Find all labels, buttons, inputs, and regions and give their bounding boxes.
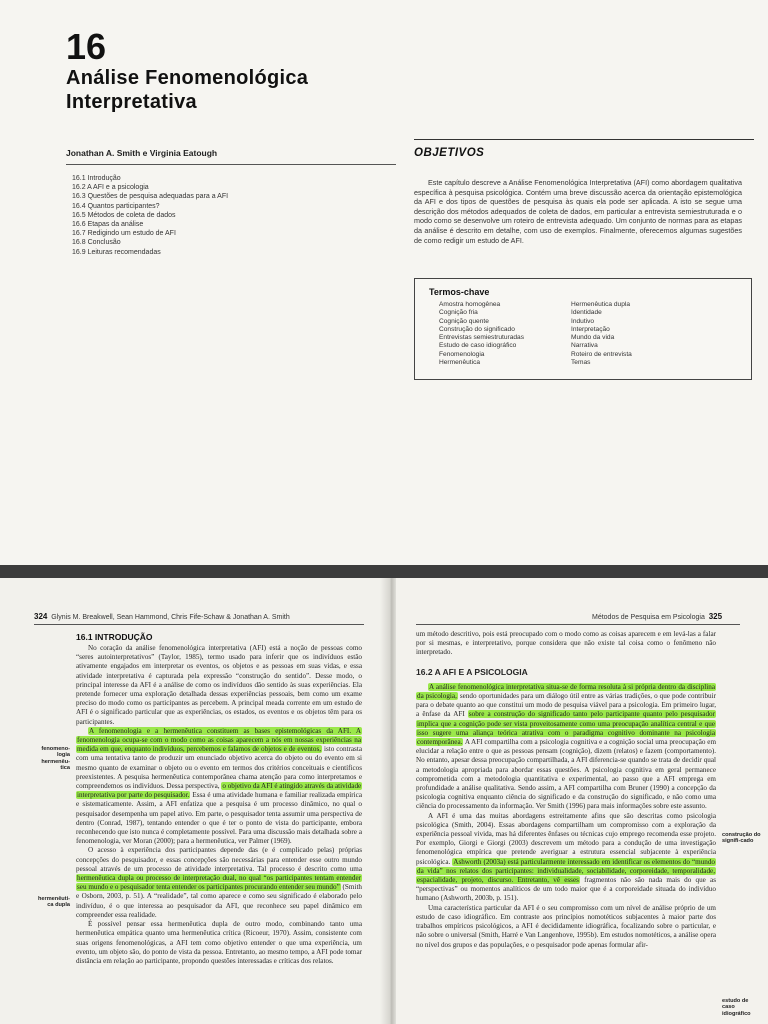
key-term: Estudo de caso idiográfico — [439, 342, 517, 350]
chapter-title-line-1: Análise Fenomenológica — [66, 67, 309, 89]
key-terms-box — [414, 278, 752, 380]
paragraph: É possível pensar essa hermenêutica dupla de outro modo, combinando tanto uma hermenêutica empática quanto uma hermenêutica crítica (Ricoeur, 1970). Assim, consistente com suas origens fenomenológicas, a AFI tem como objetivo entender o que uma experiência, um evento, um objeto são, do ponto de vista da pessoa. Entretanto, ao mesmo tempo, a AFI pode tomar distância em relação ao participante, propondo questões interessadas e críticas dos relatos. — [76, 920, 362, 965]
highlighted-text: A fenomenologia e a hermenêutica constituem as bases epistemológicas da AFI. A fenomenologia ocupa-se com o modo como as coisas aparecem a nós em nossas experiências na medida em que, enquanto indivíduos, percebemos e falamos de objetos e de eventos, — [77, 726, 361, 754]
toc-item: 16.2 A AFI e a psicologia — [72, 184, 149, 192]
objectives-rule — [414, 139, 754, 140]
book-spread — [0, 578, 768, 1024]
toc-item: 16.7 Redigindo um estudo de AFI — [72, 230, 176, 238]
key-term: Hermenêutica dupla — [571, 301, 631, 308]
paragraph: No coração da análise fenomenológica interpretativa (AFI) está a noção de pessoas como “seres autointerpretativos” (Taylor, 1985), termo usado para inferir que os indivíduos estão ativamente engajados em interpretar os eventos, os objetos e as pessoas em suas vidas, e essa atividade interpretativa é capturada pela expressão “construção do sentido”. Desse modo, o principal interesse da AFI é a análise de como os indivíduos dão sentido às suas experiências. Ela pretende fornecer uma exploração detalhada dessas experiências pessoais, bem como um exame preciso do modo como os participantes as percebem. A principal meada corrente em um estudo de AFI é o significado particular que as experiências, os estados, os eventos e os objetos têm para os participantes. — [76, 644, 362, 726]
highlighted-text: Ashworth (2003a) está particularmente interessado em identificar os elementos do “mundo da vida” nos relatos dos participantes: individualidade, sociabilidade, corporeidade, temporalidade, espacialidade, projeto, discurso. Entretanto, vê esses — [417, 857, 715, 885]
paragraph — [416, 812, 716, 904]
margin-term-double-hermeneutics: hermenêuti-ca dupla — [37, 896, 70, 909]
chapter-number: 16 — [66, 26, 107, 67]
key-term: Interpretação — [571, 325, 610, 333]
left-running-head — [34, 612, 290, 621]
key-term: Roteiro de entrevista — [571, 350, 632, 358]
page-gap-shadow — [0, 565, 768, 578]
key-term: Mundo da vida — [571, 334, 615, 342]
chapter-title-line-2: Interpretativa — [66, 91, 197, 113]
key-terms-right-column — [571, 301, 632, 367]
highlighted-text: sobre a construção do significado tanto pelo participante quanto pelo pesquisador implica que a cognição pode ser vista proveitosamente como uma preocupação analítica central e que isso sugere uma aliança teórica atrativa com o paradigma cognitivo dominante na psicologia contemporânea. — [417, 710, 715, 747]
margin-term-idiographic-case-study: estudo de caso idiográfico — [722, 998, 751, 1017]
left-head-rule — [34, 624, 364, 625]
key-term: Cognição fria — [439, 309, 478, 317]
right-head-rule — [416, 624, 740, 625]
left-page-number: 324 — [34, 612, 48, 621]
text-run: fragmentos não são nada mais do que as “perspectivas” ou momentos analíticos de um todo maior que é a corporeidade situada do indivíduo humano (Ashworth, 2003b, p. 151). — [416, 876, 716, 903]
section-heading-16-1: 16.1 INTRODUÇÃO — [76, 632, 153, 642]
chapter-authors: Jonathan A. Smith e Virginia Eatough — [66, 148, 218, 158]
objectives-paragraph: Este capítulo descreve a Análise Fenomenológica Interpretativa (AFI) como abordagem qualitativa específica à pesquisa psicológica. Contém uma breve discussão acerca da orientação epistemológica da AFI e dos tipos de questões de pesquisa às quais ela pode ser aplicada. A isto se segue uma descrição dos métodos adequados de coleta de dados, em particular a entrevista semiestruturada e o modo como se desenvolve um roteiro de entrevista adequado. Um conjunto de normas para as etapas da análise é descrito em detalhe, com uso de exemplos. Finalmente, oferecemos algumas sugestões de como redigir um estudo de AFI. — [414, 178, 742, 245]
paragraph: um método descritivo, pois está preocupado com o modo como as coisas aparecem e em levá-las a falar por si mesmas, e interpretativo, porque considera que não existe tal coisa como o fenômeno não interpretado. — [416, 630, 716, 657]
paragraph — [76, 846, 362, 920]
key-term: Cognição quente — [439, 317, 489, 325]
left-running-head-text: Glynis M. Breakwell, Sean Hammond, Chris Fife-Schaw & Jonathan A. Smith — [51, 614, 290, 621]
paragraph: Uma característica particular da AFI é o seu compromisso com um nível de análise próprio de um estudo de caso idiográfico. Em contraste aos princípios nomotéticos subjacentes à maior parte dos trabalhos empíricos psicológicos, a AFI é decididamente idiográfica, focalizando sobre o particular, e não sobre o universal (Smith, Harré e Van Langenhove, 1995b). Em estudos nomotéticos, a análise opera no nível dos grupos e das populações, e o pesquisador pode apenas formular afir- — [416, 903, 716, 949]
highlighted-text: o objetivo da AFI é atingido através da atividade interpretativa por parte do pesquisador. — [77, 782, 362, 800]
highlighted-text: A análise fenomenológica interpretativa situa-se de forma resoluta à si própria dentro da disciplina da psicologia, — [417, 682, 715, 701]
section-heading-16-2: 16.2 A AFI E A PSICOLOGIA — [416, 666, 528, 677]
toc-rule — [66, 164, 396, 165]
text-run: A AFI compartilha com a psicologia cognitiva e a cognição social uma preocupação em elucidar a relação entre o que as pessoas pensam (cognição), dizem (relatos) e fazem (comportamento). No entanto, apesar dessa preocupação compartilhada, a AFI diferencia-se quando se trata de decidir qual a metodologia apropriada para abordar essas questões. A psicologia cognitiva em geral permanece comprometida com a metodologia quantitativa e experimental, ao passo que a AFI emprega em profundidade a análise qualitativa. Sendo assim, a AFI compartilha com Bruner (1990) a concepção da psicologia cognitiva enquanto ciência do significado e da construção do significado, e não como uma ciência do processamento da informação. Ver Smith (1996) para mais informações sobre este assunto. — [416, 738, 716, 811]
margin-term-phenomenology: fenomeno-logia hermenêu-tica — [41, 746, 70, 772]
key-term: Hermenêutica — [439, 359, 481, 367]
right-page-body — [416, 630, 716, 950]
key-terms-heading: Termos-chave — [429, 287, 490, 297]
key-term: Entrevistas semiestruturadas — [439, 334, 525, 342]
key-term: Temas — [571, 359, 591, 367]
toc-item: 16.8 Conclusão — [72, 239, 121, 247]
right-running-head-text: Métodos de Pesquisa em Psicologia — [592, 614, 705, 621]
toc-item: 16.4 Quantos participantes? — [72, 202, 160, 210]
key-term: Construção do significado — [439, 325, 515, 333]
key-term: Identidade — [571, 309, 602, 317]
right-running-head — [592, 612, 722, 621]
key-term: Indutivo — [571, 317, 595, 325]
chapter-toc — [72, 174, 228, 257]
toc-item: 16.1 Introdução — [72, 175, 121, 182]
toc-item: 16.6 Etapas da análise — [72, 221, 144, 229]
toc-item: 16.3 Questões de pesquisa adequadas para a AFI — [72, 193, 229, 201]
key-term: Amostra homogênea — [439, 301, 501, 308]
highlighted-text: hermenêutica dupla ou processo de interpretação dual, no qual “os participantes tentam entender seu mundo e o pesquisador tenta entender os participantes procurando entender seu mundo” — [77, 874, 361, 892]
key-term: Narrativa — [571, 342, 598, 350]
text-run: O acesso à experiência dos participantes depende das (e é complicado pelas) próprias concepções do pesquisador, e essas concepções são necessárias para entender esse outro mundo pessoal através de um processo de atividade interpretativa. Tal processo é descrito como uma — [76, 846, 362, 873]
toc-item: 16.9 Leituras recomendadas — [72, 248, 161, 256]
key-term: Fenomenologia — [439, 350, 485, 358]
right-page-number: 325 — [708, 612, 723, 621]
text-run: A AFI é uma das muitas abordagens estreitamente afins que são descritas como psicologia psicológica (Smith, 2004). Essas abordagens compartilham um compromisso com a exploração da experiência pessoal vivida, mas há diferentes ênfases ou técnicas cujo emprego recomenda esse projeto. Por exemplo, Giorgi e Giorgi (2003) descrevem um método para a condução de uma investigação fenomenológica empírica que pretende averiguar a estrutura essencial subjacente à experiência psicológica. — [416, 811, 716, 866]
paragraph — [416, 683, 716, 812]
text-run: (Smith e Osborn, 2003, p. 51). A “realidade”, tal como aparece e como seu significado é elaborado pelo indivíduo, é o que interessa ao pesquisador da AFI, que reconhece seu papel dinâmico em compreender essa realidade. — [76, 883, 362, 919]
key-terms-left-column — [439, 301, 524, 367]
toc-item: 16.5 Métodos de coleta de dados — [72, 211, 176, 219]
text-run: isto contrasta com uma tentativa tanto de produzir um enunciado objetivo acerca do objeto ou do evento em si mesmo quanto de examinar o objeto ou o evento em termos dos critérios conceituais e científicos preexistentes. A pesquisa hermenêutica contemporânea chama atenção para como interpretamos e compreendemos os indivíduos. Dessa perspectiva, — [76, 745, 362, 791]
objectives-heading: OBJETIVOS — [414, 147, 485, 159]
paragraph — [76, 727, 362, 847]
margin-term-meaning-construction: construção do signifi-cado — [722, 832, 761, 845]
text-run: Essa é uma atividade humana e familiar realizada empírica e sistematicamente. Assim, a AFI enfatiza que a pesquisa é um processo dinâmico, no qual o pesquisador desempenha um papel ativo. Em parte, o pesquisador tenta assumir uma perspectiva de dentro (Conrad, 1987), tentando entender o que é ter o ponto de vista do participante, embora reconhecendo que isto nunca é completamente possível. Para uma discussão mais detalhada sobre a fenomenologia, ver Moran (2000); para a hermenêutica, ver Palmer (1969). — [76, 791, 362, 846]
right-page — [396, 578, 768, 1024]
chapter-title — [66, 66, 308, 114]
left-page-body — [76, 644, 362, 966]
text-run: sendo oportunidades para um diálogo útil entre as várias tradições, o que pode contribuir para o debate quanto ao que constitui um modo de pesquisa viável para a psicologia. Em primeiro lugar, a ênfase da AFI — [416, 692, 716, 719]
left-page — [0, 578, 385, 1024]
